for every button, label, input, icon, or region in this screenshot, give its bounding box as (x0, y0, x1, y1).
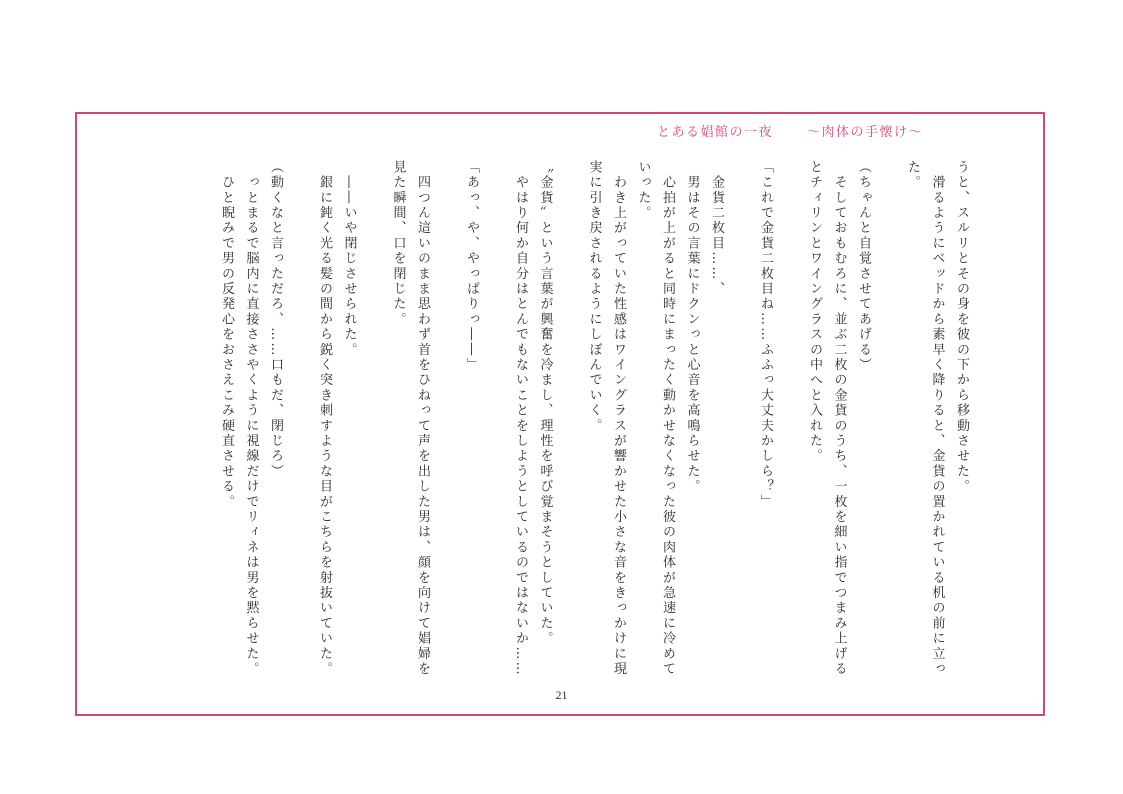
running-header (657, 121, 923, 140)
text-line: 「これで金貨二枚目ね……ふふっ大丈夫かしら？」 (758, 160, 773, 510)
blank-line (483, 160, 508, 680)
text-line: 金貨二枚目……、 (709, 160, 724, 297)
text-line: た。 (905, 160, 920, 191)
story-subtitle: ～肉体の手懐け～ (806, 125, 923, 140)
body-text (214, 160, 974, 680)
page-number: 21 (555, 688, 568, 702)
text-line: （ちゃんと自覚させてあげる） (856, 160, 871, 373)
text-line: いった。 (635, 160, 651, 221)
blank-line (361, 160, 386, 680)
text-line: 四つん這いのまま思わず首をひねって声を出した男は、顔を向けて娼婦を (415, 160, 430, 677)
text-line: 男はその言葉にドクンっと心音を高鳴らせた。 (684, 160, 700, 495)
text-line: うと、スルリとその身を彼の下から移動させた。 (954, 160, 969, 495)
text-line: やはり何か自分はとんでもないことをしようとしているのではないか…… (513, 160, 528, 677)
text-line: （動くなと言っただろ、……口もだ、閉じろ） (268, 160, 283, 480)
text-line: ――いや閉じさせられた。 (341, 160, 357, 358)
text-line: 「あっ、や、やっぱりっ――」 (464, 160, 479, 373)
blank-line (434, 160, 459, 680)
blank-line (777, 160, 802, 680)
text-line: っとまるで脳内に直接ささやくように視線だけでリィネは男を黙らせた。 (243, 160, 259, 677)
story-title: とある娼館の一夜 (656, 125, 773, 140)
text-line: そしておもむろに、並ぶ二枚の金貨のうち、一枚を細い指でつまみ上げる (831, 160, 847, 677)
blank-line (557, 160, 582, 680)
text-line: 滑るようにベッドから素早く降りると、金貨の置かれている机の前に立っ (929, 160, 945, 677)
text-line: ひと睨みで男の反発心をおさえこみ硬直させる。 (219, 160, 234, 510)
text-line: 見た瞬間、口を閉じた。 (390, 160, 406, 328)
text-line: 銀に鈍く光る髪の間から鋭く突き刺すような目がこちらを射抜いていた。 (317, 160, 332, 677)
text-line: 〝金貨〟という言葉が興奮を冷まし、理性を呼び覚まそうとしていた。 (537, 160, 553, 647)
text-line: わき上がっていた性感はワイングラスが響かせた小さな音をきっかけに現 (611, 160, 626, 677)
blank-line (287, 160, 312, 680)
text-line: 実に引き戻されるようにしぼんでいく。 (586, 160, 602, 434)
blank-line (875, 160, 900, 680)
text-line: 心拍が上がると同時にまったく動かせなくなった彼の肉体が急速に冷めて (660, 160, 675, 677)
blank-line (728, 160, 753, 680)
text-line: とチィリンとワイングラスの中へと入れた。 (807, 160, 822, 464)
